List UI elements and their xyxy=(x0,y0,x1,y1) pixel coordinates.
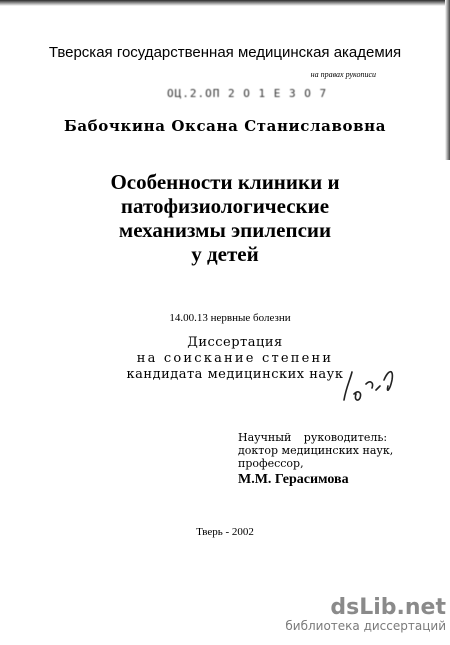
handwritten-signature xyxy=(336,350,406,410)
degree-line: Диссертация xyxy=(187,335,283,350)
watermark-caption: библиотека диссертаций xyxy=(285,619,446,633)
scan-edge xyxy=(0,0,450,6)
degree-line: на соискание степени xyxy=(136,351,334,366)
city-year: Тверь - 2002 xyxy=(196,526,254,538)
advisor-name: М.М. Герасимова xyxy=(238,472,349,487)
specialty-code: 14.00.13 нервные болезни xyxy=(169,312,291,324)
scan-edge xyxy=(445,0,450,160)
advisor-line: профессор, xyxy=(238,457,304,470)
institution-name: Тверская государственная медицинская академия xyxy=(48,44,402,61)
dissertation-title xyxy=(0,170,450,266)
title-line: Особенности клиники и xyxy=(110,170,340,194)
title-line: у детей xyxy=(191,242,259,266)
watermark-logo: dsLib.net xyxy=(330,595,446,620)
watermark xyxy=(285,597,446,633)
author-name: Бабочкина Оксана Станиславовна xyxy=(63,117,387,135)
archive-stamp: ОЦ.2.ОП 2 Ο 1 Ε 3 Ο 7 xyxy=(167,87,328,100)
rights-note: на правах рукописи xyxy=(310,70,376,79)
advisor-block xyxy=(238,431,393,470)
advisor-line: доктор медицинских наук, xyxy=(238,444,394,457)
advisor-line: Научный руководитель: xyxy=(238,431,388,444)
title-line: механизмы эпилепсии xyxy=(118,218,332,242)
title-line: патофизиологические xyxy=(120,194,330,218)
degree-line: кандидата медицинских наук xyxy=(126,367,344,382)
